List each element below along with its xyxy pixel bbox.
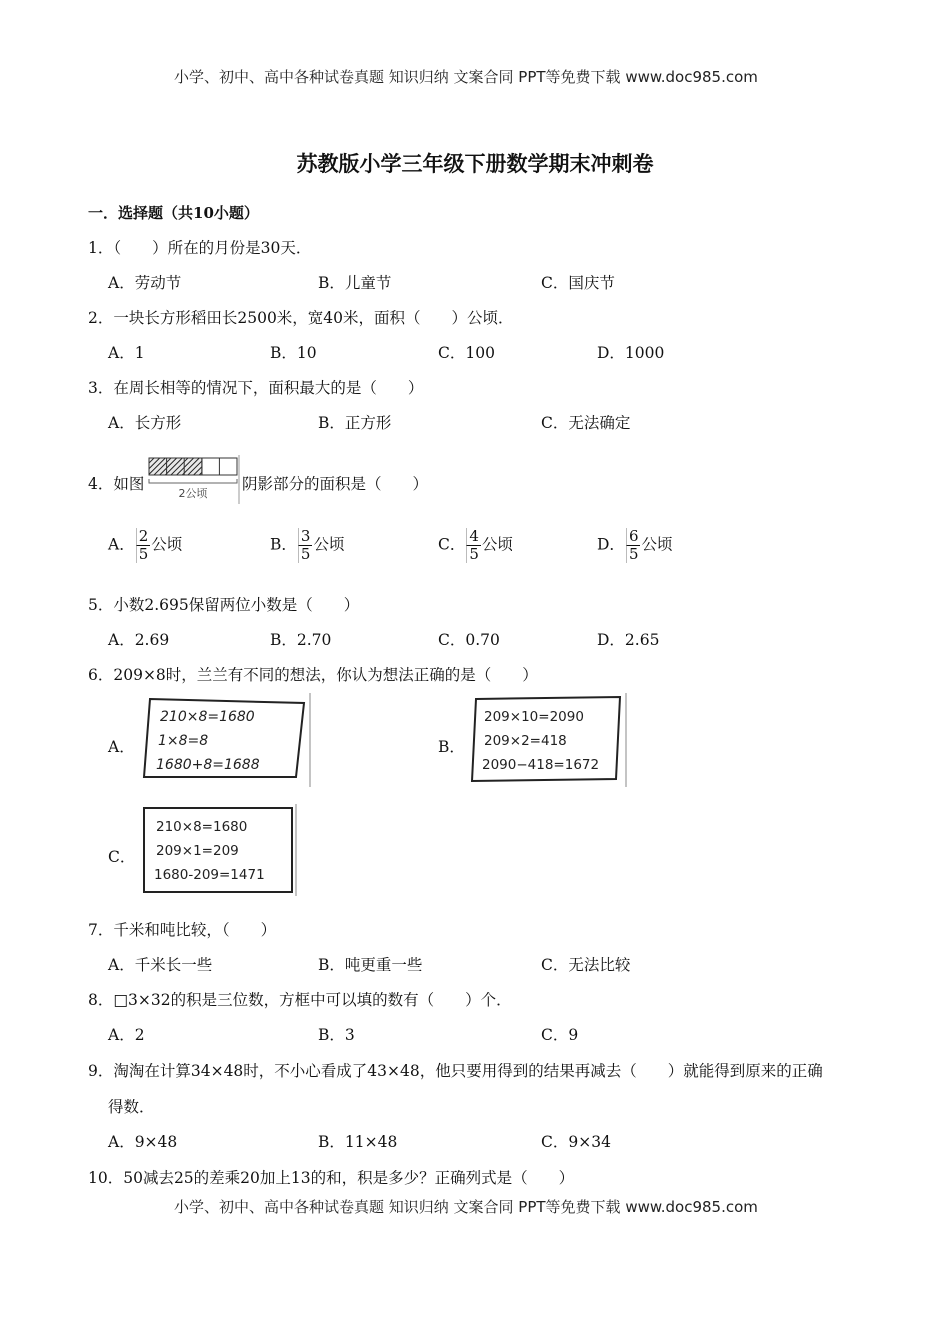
question-1-stem: 1．（ ）所在的月份是30天． — [88, 239, 312, 257]
question-3-option-a: A．长方形 — [108, 414, 182, 432]
question-8-stem: 8．□3×32的积是三位数，方框中可以填的数有（ ）个． — [88, 991, 512, 1009]
question-9-option-b: B．11×48 — [318, 1133, 398, 1151]
question-4-option-d — [597, 528, 673, 563]
option-unit: 公顷 — [151, 535, 183, 554]
question-3-stem: 3．在周长相等的情况下，面积最大的是（ ） — [88, 379, 424, 397]
question-6-option-a-figure — [136, 693, 312, 789]
question-2-option-c: C．100 — [438, 344, 495, 362]
question-5-option-d: D．2.65 — [597, 631, 660, 649]
question-6-option-b-letter: B． — [438, 738, 465, 756]
page-title: 苏教版小学三年级下册数学期末冲刺卷 — [296, 151, 654, 176]
section-heading: 一．选择题（共10小题） — [88, 204, 259, 222]
question-4-option-a — [108, 528, 182, 563]
question-6-option-c-letter: C． — [108, 848, 136, 866]
question-5-option-b: B．2.70 — [270, 631, 332, 649]
calc-line: 2090−418=1672 — [482, 757, 600, 773]
option-letter: A． — [108, 535, 135, 554]
fraction — [298, 528, 313, 563]
question-5-option-c: C．0.70 — [438, 631, 500, 649]
option-letter: B． — [270, 535, 297, 554]
question-7-option-a: A．千米长一些 — [108, 956, 213, 974]
question-4-figure — [145, 455, 241, 504]
fraction-denominator: 5 — [626, 546, 641, 563]
calc-line: 1680+8=1688 — [156, 757, 260, 773]
footer-banner: 小学、初中、高中各种试卷真题 知识归纳 文案合同 PPT等免费下载 www.doc985.com — [174, 1198, 758, 1216]
calc-line: 1×8=8 — [158, 733, 209, 749]
question-6-option-c-figure — [138, 804, 298, 898]
fraction-denominator: 5 — [298, 546, 313, 563]
question-9-option-a: A．9×48 — [108, 1133, 178, 1151]
calc-line: 209×2=418 — [484, 733, 567, 749]
fraction-numerator: 4 — [466, 528, 481, 546]
calc-line: 210×8=1680 — [156, 819, 248, 835]
option-unit: 公顷 — [313, 535, 345, 554]
question-9-option-c: C．9×34 — [541, 1133, 611, 1151]
figure-label: 2公顷 — [178, 487, 208, 500]
option-unit: 公顷 — [641, 535, 673, 554]
question-10-stem: 10．50减去25的差乘20加上13的和，积是多少？正确列式是（ ） — [88, 1169, 575, 1187]
calc-line: 209×1=209 — [156, 843, 239, 859]
fraction-numerator: 3 — [298, 528, 313, 546]
fraction-numerator: 6 — [626, 528, 641, 546]
fraction — [626, 528, 641, 563]
fraction — [136, 528, 151, 563]
question-4-option-c — [438, 528, 513, 563]
question-4-option-b — [270, 528, 344, 563]
calc-line: 210×8=1680 — [160, 709, 255, 725]
question-7-option-c: C．无法比较 — [541, 956, 631, 974]
fraction-denominator: 5 — [466, 546, 481, 563]
question-8-option-b: B．3 — [318, 1026, 355, 1044]
fraction-numerator: 2 — [136, 528, 151, 546]
area-bar-figure — [145, 455, 241, 504]
question-8-option-c: C．9 — [541, 1026, 579, 1044]
question-4-stem-end: 阴影部分的面积是（ ） — [242, 475, 429, 493]
header-banner: 小学、初中、高中各种试卷真题 知识归纳 文案合同 PPT等免费下载 www.doc985.com — [174, 68, 758, 86]
question-6-stem: 6．209×8时，兰兰有不同的想法，你认为想法正确的是（ ） — [88, 666, 538, 684]
question-1-option-b: B．儿童节 — [318, 274, 392, 292]
calc-line: 209×10=2090 — [484, 709, 584, 725]
question-1-option-a: A．劳动节 — [108, 274, 182, 292]
question-7-option-b: B．吨更重一些 — [318, 956, 423, 974]
question-2-option-a: A．1 — [108, 344, 145, 362]
question-9-stem: 9．淘淘在计算34×48时，不小心看成了43×48，他只要用得到的结果再减去（ ）就能得到原来的正确 — [88, 1062, 823, 1080]
question-2-option-d: D．1000 — [597, 344, 665, 362]
question-6-option-a-letter: A． — [108, 738, 135, 756]
option-letter: C． — [438, 535, 466, 554]
question-8-option-a: A．2 — [108, 1026, 145, 1044]
question-9-stem-continued: 得数． — [108, 1098, 155, 1116]
fraction-denominator: 5 — [136, 546, 151, 563]
question-2-stem: 2．一块长方形稻田长2500米，宽40米，面积（ ）公顷． — [88, 309, 514, 327]
question-5-option-a: A．2.69 — [108, 631, 170, 649]
question-1-option-c: C．国庆节 — [541, 274, 615, 292]
question-3-option-c: C．无法确定 — [541, 414, 631, 432]
question-4-stem-start: 4．如图 — [88, 475, 145, 493]
question-2-option-b: B．10 — [270, 344, 317, 362]
question-6-option-b-figure — [466, 693, 628, 789]
question-3-option-b: B．正方形 — [318, 414, 392, 432]
fraction — [466, 528, 481, 563]
question-7-stem: 7．千米和吨比较，（ ） — [88, 921, 277, 939]
option-letter: D． — [597, 535, 625, 554]
question-5-stem: 5．小数2.695保留两位小数是（ ） — [88, 596, 360, 614]
option-unit: 公顷 — [481, 535, 513, 554]
calc-line: 1680-209=1471 — [154, 867, 265, 883]
